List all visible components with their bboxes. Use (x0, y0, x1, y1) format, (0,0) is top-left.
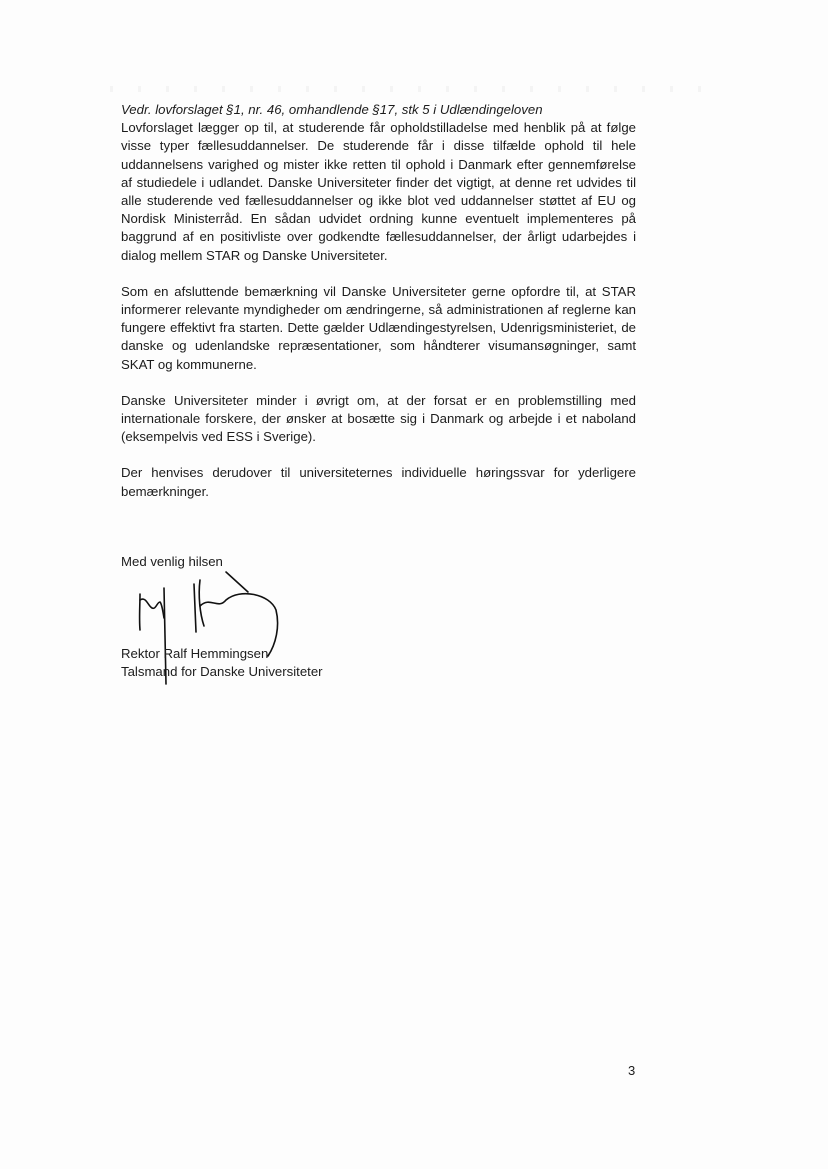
letter-body (121, 101, 636, 519)
paragraph-references: Der henvises derudover til universiteternes individuelle høringssvar for yderligere bemærkninger. (121, 465, 636, 499)
signer-name: Rektor Ralf Hemmingsen (121, 646, 269, 661)
page-number: 3 (628, 1063, 636, 1078)
paragraph-joint-degrees: Lovforslaget lægger op til, at studerende får opholdstilladelse med henblik på at følge visse typer fællesuddannelser. De studerende får i disse tilfælde ophold til hele uddannelsens varighed og mister ikke retten til ophold i Danmark efter gennemførelse af studiedele i udlandet. Danske Universiteter finder det vigtigt, at denne ret udvides til alle studerende ved fællesuddannelser og ikke blot ved uddannelser støttet af EU og Nordisk Ministerråd. En sådan udvidet ordning kunne eventuelt implementeres på baggrund af en positivliste over godkendte fællesuddannelser, der årligt udarbejdes i dialog mellem STAR og Danske Universiteter. (121, 120, 636, 263)
signer-block (121, 645, 323, 681)
closing-salutation: Med venlig hilsen (121, 554, 223, 569)
paragraph-researchers: Danske Universiteter minder i øvrigt om, at der forsat er en problemstilling med internationale forskere, der ønsker at bosætte sig i Danmark og arbejde i et naboland (eksempelvis ved ESS i Sverige). (121, 392, 636, 445)
signer-title: Talsmand for Danske Universiteter (121, 664, 323, 679)
section-heading: Vedr. lovforslaget §1, nr. 46, omhandlende §17, stk 5 i Udlændingeloven (121, 102, 543, 117)
scan-artifact (110, 86, 710, 92)
paragraph-closing-remark: Som en afsluttende bemærkning vil Danske Universiteter gerne opfordre til, at STAR informerer relevante myndigheder om ændringerne, så administrationen af reglerne kan fungere effektivt fra starten. Dette gælder Udlændingestyrelsen, Udenrigsministeriet, de danske og udenlandske repræsentationer, som håndterer visumansøgninger, samt SKAT og kommunerne. (121, 283, 636, 372)
